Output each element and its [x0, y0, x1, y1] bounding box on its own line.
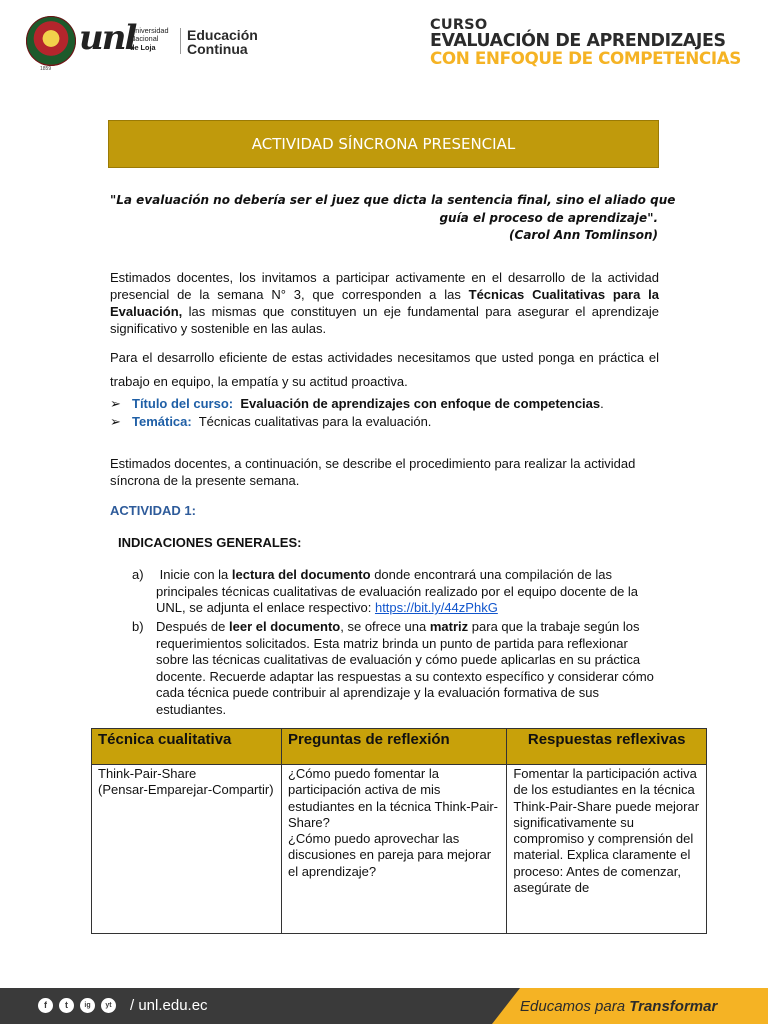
logo-divider: [180, 28, 181, 54]
course-title-bullet: [110, 395, 604, 412]
emphasis-text: Técnicas Cualitativas para la Evaluación,: [110, 287, 659, 319]
emphasis-text: matriz: [429, 619, 469, 634]
slogan-text: Educamos para: [520, 998, 630, 1015]
text-run: Inicie con la: [159, 567, 232, 582]
bullet-end: .: [600, 396, 604, 411]
list-marker-a: a): [132, 567, 144, 582]
activity-title: ACTIVIDAD SÍNCRONA PRESENCIAL: [251, 135, 516, 153]
table-header-row: [92, 729, 707, 765]
course-label: CURSO: [430, 17, 488, 33]
list-item-b: [156, 619, 660, 718]
text-run: , se ofrece una: [340, 619, 430, 634]
twitter-icon[interactable]: t: [59, 998, 74, 1013]
bullet-label: Temática:: [132, 414, 192, 429]
text-run: para que la trabaje según los requerimientos solicitados. Esta matriz brinda un punto de partida para reflexionar sobre las técnicas cualitativas de evaluación y cómo puede aplicarlas en su práctica docente. Recuerde adaptar las respuestas a su contexto específico y considerar cómo cada técnica puede contribuir al aprendizaje y la evaluación formativa de sus estudiantes.: [156, 619, 654, 717]
text-run: Estimados docentes, los invitamos a participar activamente en el desarrollo de la actividad presencial de la semana N° 3, que corresponden a las: [110, 270, 659, 302]
answers-cell[interactable]: Fomentar la participación activa de los estudiantes en la técnica Think-Pair-Share puede mejorar significativamente su compromiso y comprensión del material. Explica claramente el proceso: Antes de comenzar, asegúrate de: [507, 765, 707, 934]
topic-bullet: [110, 413, 431, 430]
text-run: las mismas que constituyen un eje fundamental para asegurar el aprendizaje significativo y sostenible en las aulas.: [110, 304, 659, 336]
bullet-value: Evaluación de aprendizajes con enfoque de competencias: [240, 396, 601, 411]
university-seal-logo: [26, 16, 76, 66]
document-link[interactable]: https://bit.ly/44zPhkG: [374, 600, 498, 615]
reflection-matrix-table: [91, 728, 707, 934]
intro-paragraph: [110, 269, 659, 337]
teamwork-paragraph: Para el desarrollo eficiente de estas actividades necesitamos que usted ponga en práctica el trabajo en equipo, la empatía y su actitud proactiva.: [110, 350, 659, 389]
general-instructions-heading: INDICACIONES GENERALES:: [118, 535, 302, 550]
course-title-line-1: EVALUACIÓN DE APRENDIZAJES: [430, 31, 726, 51]
course-banner: [430, 18, 741, 67]
bullet-label: Título del curso:: [132, 396, 234, 411]
text-run: Después de: [156, 619, 229, 634]
university-line: de Loja: [130, 42, 156, 52]
list-item-a: [156, 567, 660, 617]
table-row: [92, 765, 707, 934]
epigraph-quote: [110, 192, 676, 245]
website-link[interactable]: / unl.edu.ec: [130, 997, 208, 1014]
emphasis-text: leer el documento: [229, 619, 341, 634]
unit-line: Educación: [187, 27, 258, 43]
university-name: [130, 27, 169, 52]
instagram-icon[interactable]: ig: [80, 998, 95, 1013]
technique-cell: Think-Pair-Share (Pensar-Emparejar-Compartir): [92, 765, 282, 934]
unl-logo: unl: [79, 18, 136, 58]
university-line: Universidad: [130, 26, 169, 35]
text-run: donde encontrará una compilación de las principales técnicas cualitativas de evaluación realizado por el equipo docente de la UNL, se adjunta el enlace respectivo:: [156, 567, 639, 615]
activity-title-box: [108, 120, 659, 168]
bullet-value: Técnicas cualitativas para la evaluación.: [198, 414, 432, 429]
unit-line: Continua: [187, 41, 248, 57]
quote-line: guía el proceso de aprendizaje".: [439, 210, 658, 225]
facebook-icon[interactable]: f: [38, 998, 53, 1013]
footer-bar: [0, 988, 520, 1024]
arrow-bullet-icon: ➢: [110, 414, 121, 429]
arrow-bullet-icon: ➢: [110, 396, 121, 411]
activity-heading: ACTIVIDAD 1:: [110, 503, 196, 518]
unit-name: [187, 28, 258, 56]
column-header: Respuestas reflexivas: [507, 729, 707, 765]
quote-line: "La evaluación no debería ser el juez que dicta la sentencia final, sino el aliado que: [110, 193, 676, 207]
column-header: Técnica cualitativa: [92, 729, 282, 765]
youtube-icon[interactable]: yt: [101, 998, 116, 1013]
seal-year: 1859: [40, 66, 52, 72]
questions-cell: ¿Cómo puedo fomentar la participación activa de mis estudiantes en la técnica Think-Pair-Share? ¿Cómo puedo aprovechar las discusiones en pareja para mejorar el aprendizaje?: [281, 765, 506, 934]
column-header: Preguntas de reflexión: [281, 729, 506, 765]
emphasis-text: lectura del documento: [231, 567, 371, 582]
quote-author: (Carol Ann Tomlinson): [509, 228, 658, 242]
procedure-paragraph: Estimados docentes, a continuación, se describe el procedimiento para realizar la actividad síncrona de la presente semana.: [110, 456, 636, 488]
footer-slogan: [520, 998, 717, 1015]
course-title-line-2: CON ENFOQUE DE COMPETENCIAS: [430, 48, 741, 68]
list-marker-b: b): [132, 619, 144, 634]
slogan-emphasis: Transformar: [629, 998, 718, 1015]
university-line: Nacional: [130, 34, 159, 44]
